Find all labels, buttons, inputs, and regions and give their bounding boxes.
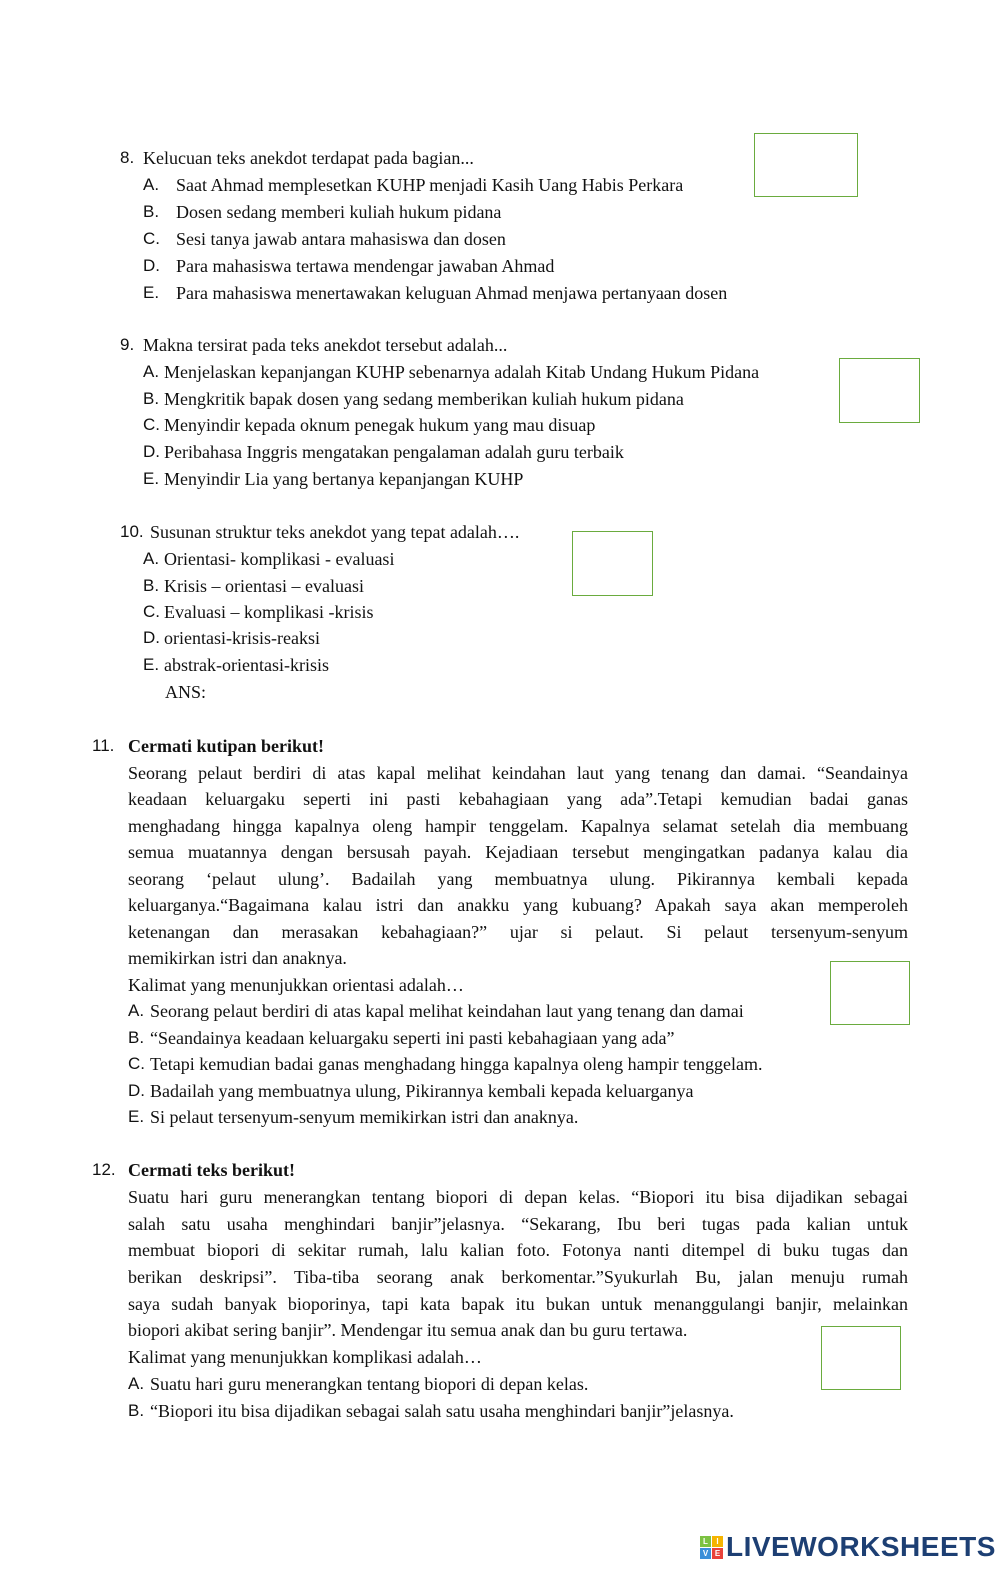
q10-option-e-letter: E.	[143, 655, 160, 674]
q11-question: Kalimat yang menunjukkan orientasi adalah…	[128, 975, 464, 995]
q12-title: Cermati teks berikut!	[128, 1160, 295, 1180]
q11-option-d-letter: D.	[128, 1081, 145, 1100]
q8-number: 8.	[120, 148, 135, 167]
q12-option-a: Suatu hari guru menerangkan tentang biopori di depan kelas.	[150, 1374, 589, 1394]
q10-option-a: Orientasi- komplikasi - evaluasi	[164, 549, 395, 569]
q10-option-c-letter: C.	[143, 602, 160, 621]
q8-option-d: Para mahasiswa tertawa mendengar jawaban Ahmad	[176, 256, 555, 276]
q10-option-e: abstrak-orientasi-krisis	[164, 655, 329, 675]
q9-option-c: Menyindir kepada oknum penegak hukum yang mau disuap	[164, 415, 596, 435]
q11-title: Cermati kutipan berikut!	[128, 736, 325, 756]
q12-passage-line: saya sudah banyak bioporinya, tapi kata bapak itu bukan untuk menanggulangi banjir, melainkan	[128, 1294, 908, 1314]
q12-passage-line: membuat biopori di sekitar rumah, lalu kalian foto. Fotonya nanti ditempel di buku tugas dan	[128, 1240, 908, 1260]
q10-option-d-letter: D.	[143, 628, 160, 647]
q9-option-a: Menjelaskan kepanjangan KUHP sebenarnya adalah Kitab Undang Hukum Pidana	[164, 362, 760, 382]
q12-answer-box[interactable]	[821, 1326, 901, 1390]
q11-passage-line: ketenangan dan merasakan kebahagiaan?” ujar si pelaut. Si pelaut tersenyum-senyum	[128, 922, 908, 942]
q11-option-a-letter: A.	[128, 1001, 145, 1020]
logo-text: LIVEWORKSHEETS	[726, 1531, 996, 1562]
q11-passage-line: seorang ‘pelaut ulung’. Badailah yang membuatnya ulung. Pikirannya kembali kepada	[128, 869, 908, 889]
q11-option-e: Si pelaut tersenyum-senyum memikirkan istri dan anaknya.	[150, 1107, 579, 1127]
q10-option-b-letter: B.	[143, 576, 160, 595]
q11-passage-line: keluarganya.“Bagaimana kalau istri dan anakku yang kubuang? Apakah saya akan memperoleh	[128, 895, 908, 915]
q11-option-a: Seorang pelaut berdiri di atas kapal melihat keindahan laut yang tenang dan damai	[150, 1001, 744, 1021]
live-cube-icon	[700, 1536, 723, 1559]
liveworksheets-logo	[700, 1532, 996, 1562]
q10-number: 10.	[120, 522, 144, 541]
q9-option-e-letter: E.	[143, 469, 160, 488]
q9-option-e: Menyindir Lia yang bertanya kepanjangan KUHP	[164, 469, 524, 489]
q9-option-c-letter: C.	[143, 415, 160, 434]
cube-letter: V	[700, 1548, 711, 1559]
q9-option-d: Peribahasa Inggris mengatakan pengalaman adalah guru terbaik	[164, 442, 624, 462]
q11-answer-box[interactable]	[830, 961, 910, 1025]
q12-passage-line: salah satu usaha menghindari banjir”jelasnya. “Sekarang, Ibu beri tugas pada kalian untuk	[128, 1214, 908, 1234]
q8-option-b-letter: B.	[143, 202, 160, 221]
cube-letter: E	[712, 1548, 723, 1559]
cube-letter: L	[700, 1536, 711, 1547]
q11-option-e-letter: E.	[128, 1107, 145, 1126]
q10-title: Susunan struktur teks anekdot yang tepat adalah….	[150, 522, 520, 542]
q12-question: Kalimat yang menunjukkan komplikasi adalah…	[128, 1347, 482, 1367]
q11-option-b-letter: B.	[128, 1028, 145, 1047]
q12-passage-line: berikan deskripsi”. Tiba-tiba seorang anak berkomentar.”Syukurlah Bu, jalan menuju rumah	[128, 1267, 908, 1287]
q12-passage-line: Suatu hari guru menerangkan tentang biopori di depan kelas. “Biopori itu bisa dijadikan sebagai	[128, 1187, 908, 1207]
q10-answer-box[interactable]	[572, 531, 653, 596]
q11-passage-line: semua muatannya dengan bersusah payah. Kejadiaan tersebut mengingatkan padanya kalau dia	[128, 842, 908, 862]
q8-option-b: Dosen sedang memberi kuliah hukum pidana	[176, 202, 502, 222]
q11-option-c-letter: C.	[128, 1054, 145, 1073]
q10-option-a-letter: A.	[143, 549, 160, 568]
q12-option-a-letter: A.	[128, 1374, 145, 1393]
q12-option-b: “Biopori itu bisa dijadikan sebagai salah satu usaha menghindari banjir”jelasnya.	[150, 1401, 734, 1421]
q11-passage-line: memikirkan istri dan anaknya.	[128, 948, 347, 968]
q8-option-a-letter: A.	[143, 175, 160, 194]
q8-title: Kelucuan teks anekdot terdapat pada bagian...	[143, 148, 474, 168]
q12-option-b-letter: B.	[128, 1401, 145, 1420]
q9-option-b: Mengkritik bapak dosen yang sedang memberikan kuliah hukum pidana	[164, 389, 684, 409]
q9-option-b-letter: B.	[143, 389, 160, 408]
q8-option-c: Sesi tanya jawab antara mahasiswa dan dosen	[176, 229, 506, 249]
q10-ans-label: ANS:	[165, 682, 207, 702]
q9-option-d-letter: D.	[143, 442, 160, 461]
q10-option-c: Evaluasi – komplikasi -krisis	[164, 602, 374, 622]
q9-title: Makna tersirat pada teks anekdot tersebut adalah...	[143, 335, 508, 355]
q10-option-b: Krisis – orientasi – evaluasi	[164, 576, 364, 596]
q11-option-d: Badailah yang membuatnya ulung, Pikirannya kembali kepada keluarganya	[150, 1081, 694, 1101]
q10-option-d: orientasi-krisis-reaksi	[164, 628, 320, 648]
q8-answer-box[interactable]	[754, 133, 858, 197]
q8-option-e: Para mahasiswa menertawakan keluguan Ahmad menjawa pertanyaan dosen	[176, 283, 728, 303]
q8-option-a: Saat Ahmad memplesetkan KUHP menjadi Kasih Uang Habis Perkara	[176, 175, 684, 195]
q11-passage-line: menghadang hingga kapalnya oleng hampir tenggelam. Kapalnya selamat setelah dia membuang	[128, 816, 908, 836]
q9-number: 9.	[120, 335, 135, 354]
q8-option-c-letter: C.	[143, 229, 160, 248]
q12-number: 12.	[92, 1160, 116, 1179]
q9-option-a-letter: A.	[143, 362, 160, 381]
q8-option-e-letter: E.	[143, 283, 160, 302]
q12-passage-line: biopori akibat sering banjir”. Mendengar itu semua anak dan bu guru tertawa.	[128, 1320, 688, 1340]
q9-answer-box[interactable]	[839, 358, 920, 423]
q11-option-b: “Seandainya keadaan keluargaku seperti ini pasti kebahagiaan yang ada”	[150, 1028, 675, 1048]
cube-letter: I	[712, 1536, 723, 1547]
q11-option-c: Tetapi kemudian badai ganas menghadang hingga kapalnya oleng hampir tenggelam.	[150, 1054, 763, 1074]
q11-passage-line: Seorang pelaut berdiri di atas kapal melihat keindahan laut yang tenang dan damai. “Seandainya	[128, 763, 908, 783]
q11-passage-line: keadaan keluargaku seperti ini pasti kebahagiaan yang ada”.Tetapi kemudian badai ganas	[128, 789, 908, 809]
q11-number: 11.	[92, 736, 115, 755]
q8-option-d-letter: D.	[143, 256, 160, 275]
